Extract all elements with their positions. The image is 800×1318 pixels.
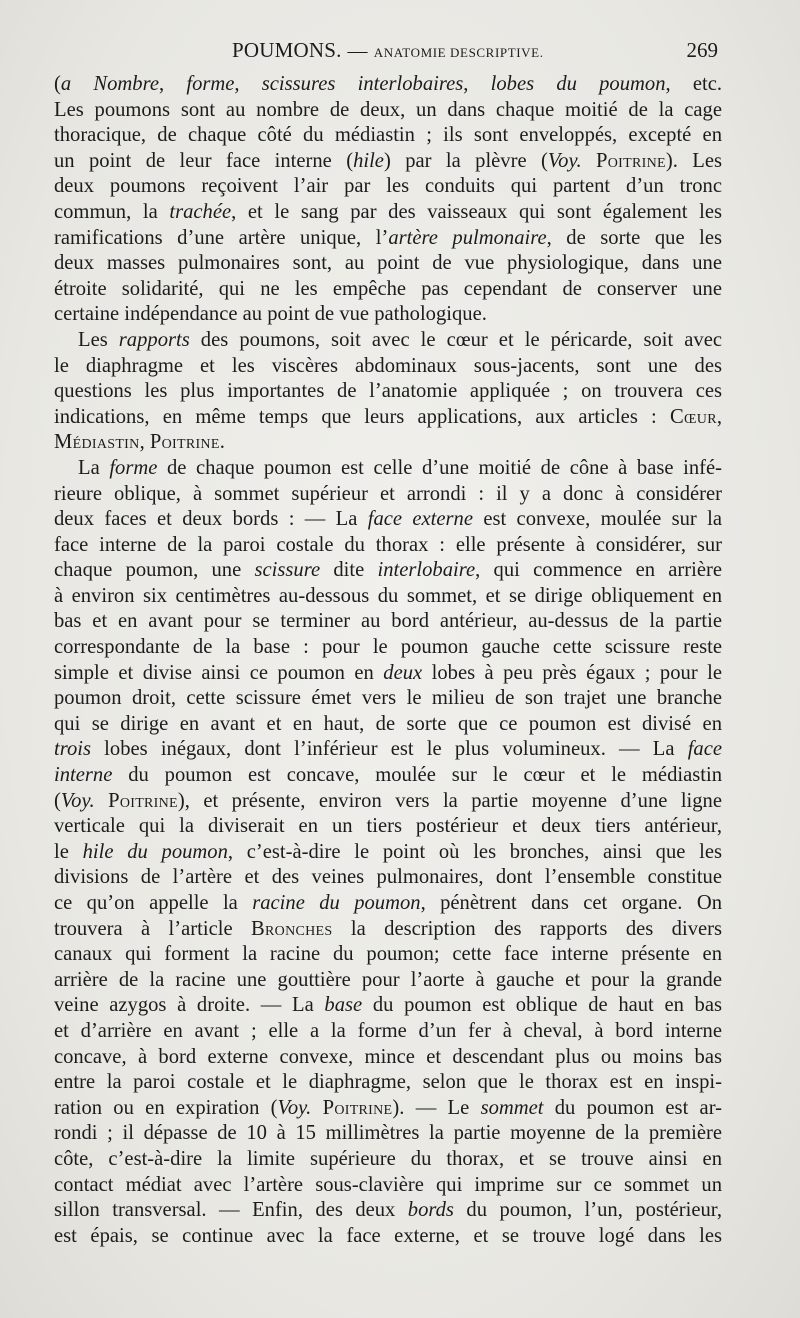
text-line	[54, 174, 722, 200]
text-run: face interne de la paroi costale du thorax : elle présente à considérer, sur	[54, 533, 722, 556]
text-run: poumon droit, cette scissure émet vers le milieu de son trajet une branche	[54, 687, 722, 710]
text-run: (	[54, 73, 61, 95]
text-line	[54, 379, 722, 405]
italic-text: interlobaire	[377, 559, 476, 582]
text-run: du poumon est ar-	[543, 1096, 723, 1119]
text-line	[54, 865, 722, 891]
text-line	[54, 1019, 722, 1045]
text-run	[582, 150, 596, 172]
text-line	[54, 1121, 722, 1147]
text-run: indications, en même temps que leurs applications, aux articles :	[54, 405, 670, 428]
small-caps-text: Poitrine	[149, 431, 220, 454]
text-run: , de sorte que les	[546, 226, 722, 249]
text-line	[54, 763, 722, 789]
text-run: deux poumons reçoivent l’air par les conduits qui partent d’un tronc	[54, 175, 722, 198]
italic-text: a Nombre	[60, 73, 159, 95]
italic-text: rapports	[118, 328, 190, 351]
text-run: Les	[78, 328, 119, 351]
running-title-sub: ANATOMIE DESCRIPTIVE.	[373, 45, 544, 60]
text-line	[54, 354, 722, 380]
running-title-dash: —	[347, 40, 368, 62]
text-run: est épais, se continue avec la face externe, et se trouve logé dans les	[54, 1224, 722, 1247]
text-run: correspondante de la base : pour le poumon gauche cette scissure reste	[54, 636, 722, 659]
text-run: rieure oblique, à sommet supérieur et arrondi : il y a donc à considérer	[54, 482, 722, 505]
text-line	[54, 1198, 722, 1224]
italic-text: base	[324, 994, 363, 1017]
text-run: est convexe, moulée sur la	[473, 508, 722, 531]
text-run: étroite solidarité, qui ne les empêche pas cependant de conserver une	[54, 277, 722, 300]
text-run: certaine indépendance au point de vue pathologique.	[54, 303, 487, 326]
text-run: et d’arrière en avant ; elle a la forme d’un fer à cheval, à bord interne	[54, 1019, 722, 1042]
italic-text: lobes du poumon	[490, 73, 666, 95]
text-line	[54, 533, 722, 559]
text-line	[54, 328, 722, 354]
text-run: sillon transversal. — Enfin, des deux	[54, 1199, 408, 1222]
text-line	[54, 968, 722, 994]
text-run: La	[78, 456, 110, 479]
text-run: ,	[463, 73, 491, 95]
text-run: deux faces et deux bords : — La	[54, 508, 368, 531]
italic-text: Voy.	[60, 789, 95, 812]
italic-text: deux	[383, 661, 423, 684]
italic-text: Voy.	[277, 1096, 312, 1119]
italic-text: bords	[407, 1199, 454, 1222]
page-number: 269	[686, 38, 718, 62]
text-run: bas et en avant pour se terminer au bord antérieur, au-dessus de la partie	[54, 610, 722, 633]
text-run: lobes inégaux, dont l’inférieur est le plus volumineux. — La	[91, 738, 688, 761]
text-run: contact médiat avec l’artère sous-clavière qui imprime sur ce sommet un	[54, 1173, 722, 1196]
text-run	[95, 790, 108, 812]
text-line	[54, 72, 722, 98]
text-line	[54, 584, 722, 610]
text-run: .	[219, 431, 225, 454]
text-line	[54, 405, 722, 431]
text-line	[54, 814, 722, 840]
text-line	[54, 482, 722, 508]
text-run: arrière de la racine une gouttière pour l’aorte à gauche et pour la grande	[54, 968, 722, 991]
text-line	[54, 277, 722, 303]
text-run: divisions de l’artère et des veines pulmonaires, dont l’ensemble constitue	[54, 866, 722, 889]
text-run: lobes à peu près égaux ; pour le	[422, 661, 722, 684]
text-line	[54, 1096, 722, 1122]
text-run: à environ six centimètres au-dessous du sommet, et se dirige obliquement en	[54, 584, 722, 607]
text-line	[54, 635, 722, 661]
text-line	[54, 1173, 722, 1199]
text-line	[54, 123, 722, 149]
italic-text: Voy.	[547, 149, 582, 172]
text-line	[54, 686, 722, 712]
text-run: concave, à bord externe convexe, mince et descendant plus ou moins bas	[54, 1045, 722, 1068]
text-run: du poumon est concave, moulée sur le cœur et le médiastin	[112, 764, 722, 787]
italic-text: hile	[353, 149, 384, 172]
italic-text: face externe	[367, 508, 473, 531]
text-line	[54, 661, 722, 687]
body-text	[54, 72, 722, 1249]
text-run: verticale qui la diviserait en un tiers postérieur et deux tiers antérieur,	[54, 815, 722, 838]
text-line	[54, 302, 722, 328]
text-run: qui se dirige en avant et en haut, de sorte que ce poumon est divisé en	[54, 712, 722, 735]
text-run: côte, c’est-à-dire la limite supérieure du thorax, et se trouve ainsi en	[54, 1147, 722, 1170]
text-line	[54, 1070, 722, 1096]
text-line	[54, 430, 722, 456]
italic-text: artère pulmonaire	[388, 226, 547, 249]
italic-text: scissure	[254, 559, 321, 582]
text-line	[54, 917, 722, 943]
small-caps-text: Poitrine	[322, 1096, 393, 1119]
text-run: simple et divise ainsi ce poumon en	[54, 661, 384, 684]
text-run	[311, 1097, 322, 1119]
text-run: deux masses pulmonaires sont, au point de vue physiologique, dans une	[54, 252, 722, 275]
text-run: (	[54, 789, 61, 812]
text-run: la description des rapports des divers	[332, 917, 722, 940]
text-line	[54, 456, 722, 482]
text-run: le diaphragme et les viscères abdominaux sous-jacents, sont une des	[54, 354, 722, 377]
text-run: veine azygos à droite. — La	[54, 994, 325, 1017]
text-run: ,	[139, 431, 150, 454]
text-run: du poumon est oblique de haut en bas	[362, 994, 722, 1017]
text-line	[54, 712, 722, 738]
text-run: Les poumons sont au nombre de deux, un dans chaque moitié de la cage	[54, 98, 722, 121]
text-run: dite	[320, 559, 378, 582]
text-run: le	[54, 840, 83, 863]
text-run: questions les plus importantes de l’anatomie appliquée ; on trouvera ces	[54, 380, 722, 403]
text-line	[54, 507, 722, 533]
text-run: commun, la	[54, 200, 170, 223]
text-run: un point de leur face interne (	[54, 149, 354, 172]
small-caps-text: Médiastin	[54, 431, 140, 454]
italic-text: scissures interlobaires	[261, 73, 464, 95]
text-line	[54, 200, 722, 226]
text-run: ). Les	[665, 149, 722, 172]
text-line	[54, 1147, 722, 1173]
italic-text: forme	[186, 73, 235, 95]
text-run: ,	[716, 405, 722, 428]
text-run: , et le sang par des vaisseaux qui sont également les	[231, 200, 722, 223]
text-run: de chaque poumon est celle d’une moitié de cône à base infé-	[157, 456, 722, 479]
text-run: trouvera à l’article	[54, 917, 251, 940]
text-run: des poumons, soit avec le cœur et le péricarde, soit avec	[189, 328, 722, 351]
text-line	[54, 993, 722, 1019]
text-run: ,	[234, 73, 262, 95]
text-line	[54, 737, 722, 763]
italic-text: sommet	[480, 1096, 544, 1119]
text-run: rondi ; il dépasse de 10 à 15 millimètres la partie moyenne de la première	[54, 1122, 722, 1145]
text-run: , pénètrent dans cet organe. On	[420, 892, 722, 914]
text-line	[54, 149, 722, 175]
text-line	[54, 789, 722, 815]
italic-text: face	[687, 738, 722, 761]
text-run: , qui commence en arrière	[475, 559, 723, 582]
small-caps-text: Poitrine	[108, 789, 178, 812]
text-run: ). — Le	[392, 1096, 481, 1119]
text-line	[54, 226, 722, 252]
text-run: ramifications d’une artère unique, l’	[54, 226, 389, 249]
text-run: ) par la plèvre (	[383, 149, 548, 172]
text-line	[54, 840, 722, 866]
text-run: du poumon, l’un, postérieur,	[453, 1199, 722, 1222]
running-title	[232, 38, 544, 63]
text-run: ce qu’on appelle la	[54, 892, 253, 914]
text-run: entre la paroi costale et le diaphragme, selon que le thorax est en inspi-	[54, 1071, 722, 1094]
text-run: ration ou en expiration (	[54, 1096, 278, 1119]
small-caps-text: Poitrine	[596, 149, 666, 172]
text-run: , etc.	[665, 73, 723, 95]
text-line	[54, 942, 722, 968]
italic-text: interne	[54, 764, 113, 787]
text-line	[54, 98, 722, 124]
text-run: ,	[158, 73, 187, 95]
text-line	[54, 1224, 722, 1250]
italic-text: hile du poumon	[82, 840, 228, 863]
italic-text: racine du poumon	[252, 892, 421, 914]
small-caps-text: Cœur	[670, 405, 717, 428]
text-run: thoracique, de chaque côté du médiastin ; ils sont enveloppés, excepté en	[54, 124, 722, 147]
text-line	[54, 558, 722, 584]
small-caps-text: Bronches	[251, 917, 333, 940]
page-header	[52, 34, 718, 70]
text-run: canaux qui forment la racine du poumon; cette face interne présente en	[54, 943, 722, 966]
text-run: ), et présente, environ vers la partie moyenne d’une ligne	[177, 789, 722, 812]
text-line	[54, 891, 722, 917]
italic-text: trachée	[169, 200, 232, 223]
italic-text: trois	[54, 738, 92, 761]
text-run: chaque poumon, une	[54, 559, 255, 582]
text-run: , c’est-à-dire le point où les bronches, ainsi que les	[227, 840, 722, 863]
text-line	[54, 251, 722, 277]
text-line	[54, 609, 722, 635]
running-title-main: POUMONS.	[232, 38, 342, 62]
italic-text: forme	[109, 456, 158, 479]
text-line	[54, 1045, 722, 1071]
